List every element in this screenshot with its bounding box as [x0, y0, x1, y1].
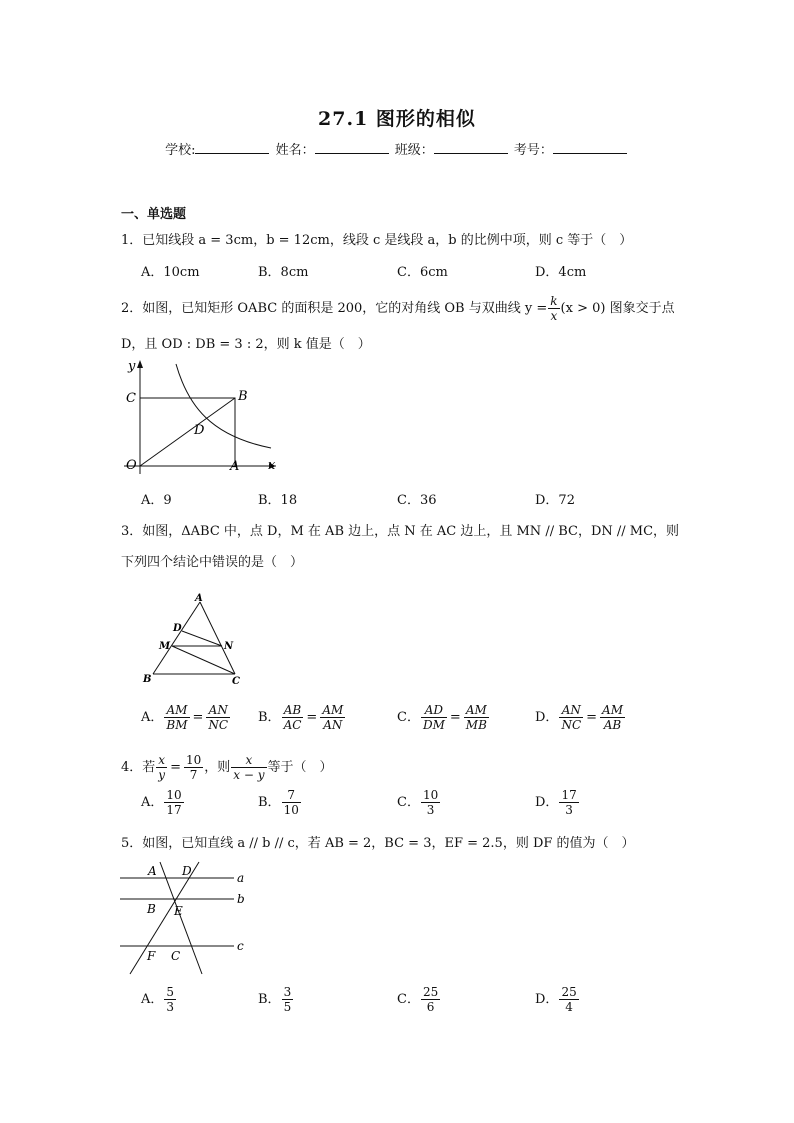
exam-no-label: 考号： — [513, 143, 553, 158]
q1-option-c[interactable]: C．6cm — [397, 265, 448, 280]
q5-label-line-a: a — [237, 871, 245, 885]
q3-d-right-num: AM — [602, 703, 623, 717]
q4-option-a-den: 17 — [166, 803, 182, 817]
q4-value-num: 10 — [185, 753, 202, 767]
q3-c-right-frac — [464, 703, 489, 732]
q4-given-den: y — [158, 768, 166, 782]
q2-diagonal-ob — [140, 398, 235, 466]
q3-a-left-num: AM — [164, 703, 189, 718]
question-2-line-1 — [121, 294, 675, 323]
q3-b-right-frac — [320, 703, 345, 732]
q3-b-left-den: AC — [283, 718, 302, 732]
q5-option-b-letter: B． — [258, 992, 281, 1007]
q3-d-equals: = — [586, 710, 598, 725]
q3-c-left-frac — [421, 703, 447, 732]
q4-option-d[interactable] — [535, 788, 580, 817]
page-title: 27.1 图形的相似 — [318, 108, 476, 130]
q5-figure — [116, 858, 256, 980]
q1-option-d[interactable]: D．4cm — [535, 265, 587, 280]
question-2-line-2: D，且 OD : DB = 3 : 2，则 k 值是（ ） — [121, 337, 371, 352]
q3-b-left-num: AB — [282, 703, 304, 718]
q4-option-d-num: 17 — [561, 788, 577, 802]
q4-option-a-frac — [164, 788, 183, 817]
class-blank — [434, 141, 508, 154]
q2-y-arrow-icon — [137, 360, 143, 368]
school-blank — [195, 141, 269, 154]
q4-given-frac — [156, 753, 167, 782]
q4-value-frac — [184, 753, 203, 782]
q5-option-b-num: 3 — [283, 985, 292, 999]
q5-option-a-num: 5 — [166, 985, 175, 999]
q4-option-b-frac — [282, 788, 301, 817]
q3-a-right-den: NC — [208, 718, 229, 732]
q3-label-d: D — [173, 623, 182, 634]
q2-option-a[interactable]: A．9 — [141, 493, 172, 508]
q2-figure — [116, 356, 286, 478]
q5-option-c-den: 6 — [426, 1000, 435, 1014]
q4-ask-frac — [231, 753, 266, 782]
q4-option-c-frac — [421, 788, 440, 817]
q5-option-b-frac — [282, 985, 294, 1014]
q2-label-b: B — [238, 389, 248, 404]
q3-option-a-letter: A． — [141, 710, 164, 725]
q3-d-right-den: AB — [603, 718, 622, 732]
q3-d-left-num: AN — [559, 703, 583, 718]
q3-a-right-frac — [206, 703, 230, 732]
q2-k: k — [550, 294, 558, 308]
q4-option-c-letter: C． — [397, 795, 420, 810]
q3-label-a: A — [195, 593, 203, 604]
q3-option-a[interactable] — [141, 703, 231, 732]
q4-given-num: x — [158, 753, 166, 767]
q3-option-d[interactable] — [535, 703, 626, 732]
q5-option-d-frac — [559, 985, 578, 1014]
q3-option-b-letter: B． — [258, 710, 281, 725]
q5-label-f: F — [147, 949, 156, 963]
question-4-line — [121, 753, 333, 782]
q2-x: x — [550, 309, 558, 323]
q5-option-c[interactable] — [397, 985, 441, 1014]
q4-value-den: 7 — [189, 768, 198, 782]
q5-option-b[interactable] — [258, 985, 294, 1014]
question-3-line-2: 下列四个结论中错误的是（ ） — [121, 555, 304, 570]
q5-label-b-point: B — [147, 902, 156, 916]
q5-option-d-den: 4 — [565, 1000, 573, 1014]
q3-d-left-den: NC — [561, 718, 582, 732]
q4-ask-num: x — [231, 753, 266, 768]
q5-transversal-ac — [160, 862, 202, 974]
q3-d-left-frac — [559, 703, 583, 732]
q2-option-d[interactable]: D．72 — [535, 493, 575, 508]
q2-label-x: x — [268, 458, 276, 473]
question-5-text: 5．如图，已知直线 a // b // c，若 AB = 2，BC = 3，EF = 2.5，则 DF 的值为（ ） — [121, 836, 635, 851]
q3-b-left-frac — [282, 703, 304, 732]
q4-option-a[interactable] — [141, 788, 185, 817]
q4-option-a-num: 10 — [166, 788, 182, 802]
q3-a-left-frac — [164, 703, 189, 732]
question-1-text: 1．已知线段 a = 3cm，b = 12cm，线段 c 是线段 a，b 的比例中项，则 c 等于（ ） — [121, 233, 633, 248]
q1-option-a[interactable]: A．10cm — [141, 265, 200, 280]
q2-label-d: D — [194, 423, 205, 438]
section-heading: 一、单选题 — [121, 207, 187, 222]
q4-option-d-frac — [559, 788, 578, 817]
q5-option-c-frac — [421, 985, 440, 1014]
q2-text-part-2: (x > 0) 图象交于点 — [560, 301, 675, 316]
name-label: 姓名： — [275, 143, 315, 158]
q3-a-right-num: AN — [206, 703, 230, 718]
q5-option-c-letter: C． — [397, 992, 420, 1007]
q3-b-right-den: AN — [323, 718, 343, 732]
q4-mid: ，则 — [204, 760, 231, 775]
q4-option-b-letter: B． — [258, 795, 281, 810]
q3-b-equals: = — [306, 710, 318, 725]
q5-option-a-frac — [164, 985, 176, 1014]
q3-option-c[interactable] — [397, 703, 490, 732]
q5-option-a-den: 3 — [166, 1000, 175, 1014]
q3-c-right-den: MB — [465, 718, 487, 732]
q3-label-m: M — [159, 641, 171, 652]
q4-option-d-den: 3 — [565, 803, 573, 817]
q5-option-d-num: 25 — [561, 985, 577, 999]
q5-label-d: D — [182, 864, 192, 878]
exam-no-blank — [553, 141, 627, 154]
q3-option-d-letter: D． — [535, 710, 559, 725]
q5-option-a-letter: A． — [141, 992, 164, 1007]
q5-label-c-point: C — [171, 949, 181, 963]
student-info-line — [0, 139, 794, 158]
question-3-line-1: 3．如图，ΔABC 中，点 D，M 在 AB 边上，点 N 在 AC 边上，且 MN // BC，DN // MC，则 — [121, 524, 680, 539]
q3-c-left-num: AD — [421, 703, 447, 718]
q3-side-ac — [200, 602, 235, 674]
q3-label-c: C — [232, 676, 240, 686]
q3-option-c-letter: C． — [397, 710, 420, 725]
q5-label-a-point: A — [148, 864, 157, 878]
q3-option-b[interactable] — [258, 703, 346, 732]
q2-label-c: C — [126, 391, 136, 406]
q3-a-left-den: BM — [166, 718, 188, 732]
q2-option-c[interactable]: C．36 — [397, 493, 437, 508]
q4-option-c-num: 10 — [422, 788, 439, 802]
q4-option-a-letter: A． — [141, 795, 164, 810]
q4-option-c-den: 3 — [426, 803, 435, 817]
q3-label-b: B — [143, 674, 152, 685]
name-blank — [315, 141, 389, 154]
q2-k-over-x — [548, 294, 559, 323]
q4-option-b-num: 7 — [282, 788, 301, 803]
q3-b-right-num: AM — [322, 703, 344, 717]
q4-option-b-den: 10 — [283, 803, 299, 817]
q2-text-part-1: 2．如图，已知矩形 OABC 的面积是 200，它的对角线 OB 与双曲线 y = — [121, 301, 548, 316]
q5-option-d[interactable] — [535, 985, 580, 1014]
q3-side-ab — [153, 602, 200, 674]
q2-label-a: A — [230, 459, 240, 474]
q5-transversal-df — [130, 862, 199, 974]
q3-segment-dn — [182, 631, 222, 646]
q4-option-b[interactable] — [258, 788, 302, 817]
q3-c-left-den: DM — [422, 718, 445, 732]
q4-option-d-letter: D． — [535, 795, 559, 810]
q4-ask-den: x − y — [233, 768, 265, 782]
q5-option-b-den: 5 — [283, 1000, 292, 1014]
class-label: 班级： — [394, 143, 434, 158]
q4-option-c[interactable] — [397, 788, 441, 817]
q5-option-d-letter: D． — [535, 992, 559, 1007]
q5-option-c-num: 25 — [422, 985, 439, 999]
q3-c-right-num: AM — [464, 703, 489, 718]
q4-suffix: 等于（ ） — [267, 760, 333, 775]
q2-label-y: y — [128, 359, 136, 374]
q3-a-equals: = — [192, 710, 204, 725]
q3-label-n: N — [224, 641, 234, 652]
q2-option-b[interactable]: B．18 — [258, 493, 298, 508]
q3-d-right-frac — [600, 703, 625, 732]
q5-option-a[interactable] — [141, 985, 177, 1014]
q4-equals: = — [170, 760, 181, 775]
q1-option-b[interactable]: B．8cm — [258, 265, 309, 280]
q5-label-line-b: b — [237, 892, 245, 906]
q2-label-o: O — [126, 458, 137, 473]
q5-label-line-c: c — [237, 939, 244, 953]
q5-label-e: E — [174, 904, 183, 918]
q3-c-equals: = — [449, 710, 461, 725]
q3-figure — [140, 590, 250, 686]
q4-prefix: 4．若 — [121, 760, 156, 775]
school-label: 学校: — [165, 143, 196, 158]
